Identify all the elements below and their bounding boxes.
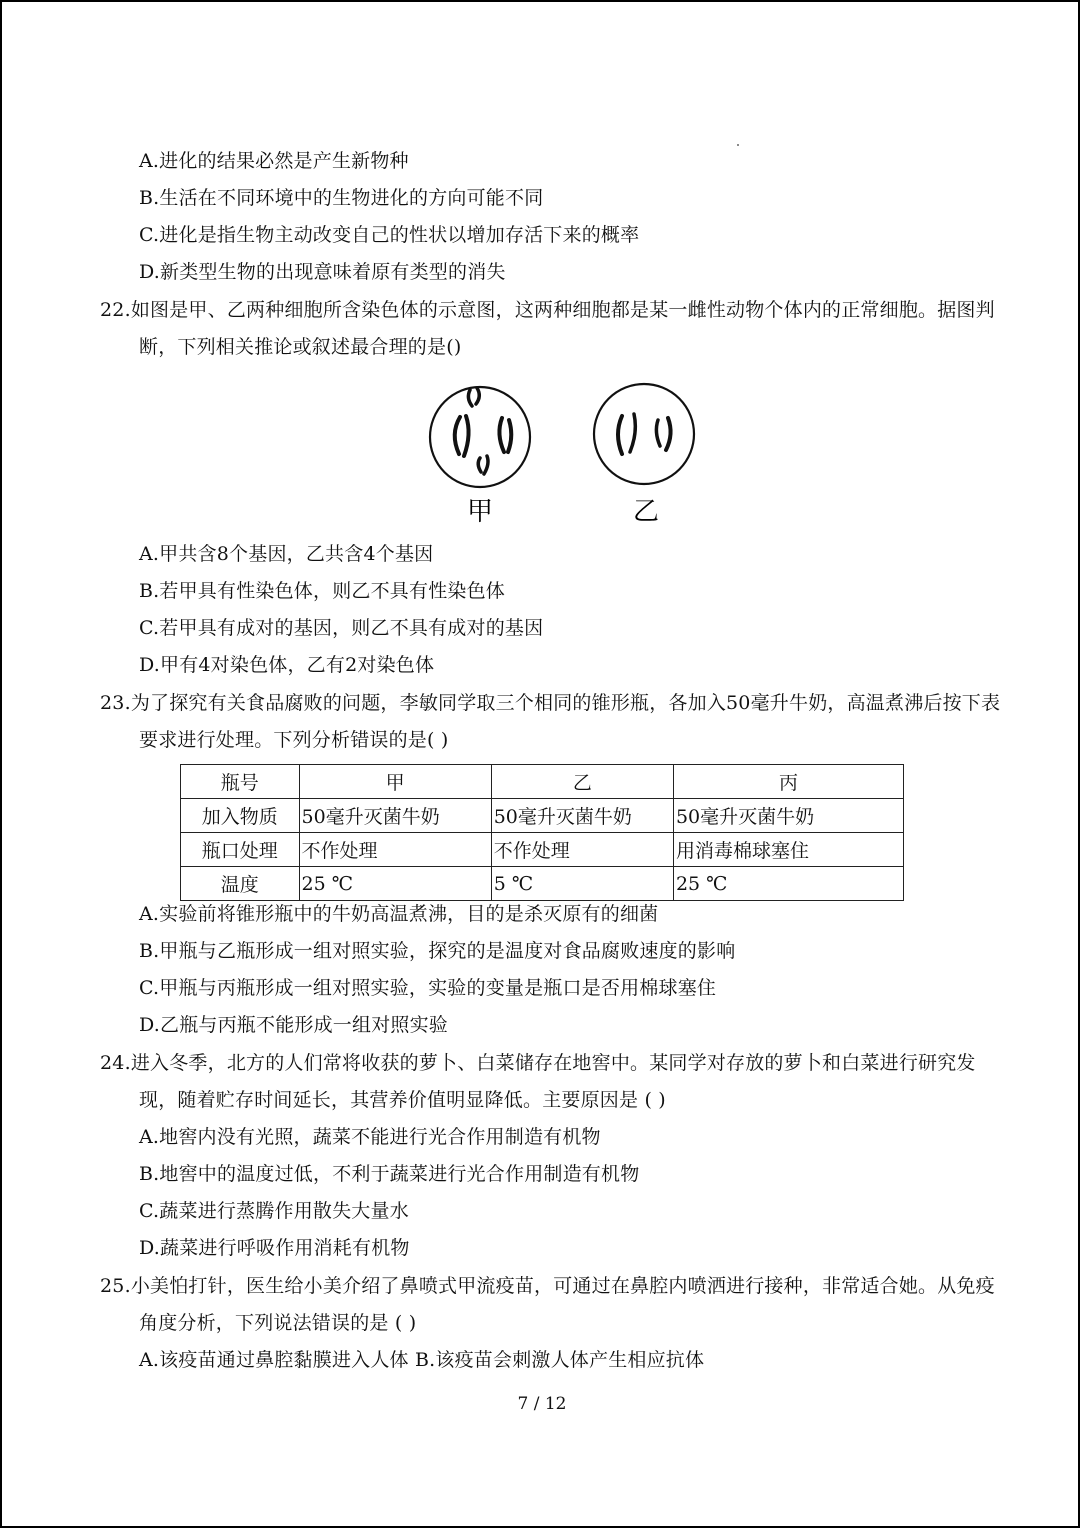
table-cell: 用消毒棉球塞住 [673, 833, 903, 867]
page-number: 7 / 12 [517, 1394, 567, 1414]
q25-stem-line1: 25.小美怕打针，医生给小美介绍了鼻喷式甲流疫苗，可通过在鼻腔内喷洒进行接种，非常适合她。从免疫 [100, 1275, 995, 1297]
q23-option-a: A.实验前将锥形瓶中的牛奶高温煮沸，目的是杀灭原有的细菌 [139, 903, 659, 925]
table-cell: 5 ℃ [491, 867, 673, 901]
table-cell: 不作处理 [299, 833, 491, 867]
q21-option-c: C.进化是指生物主动改变自己的性状以增加存活下来的概率 [139, 224, 640, 246]
q24-stem-line1: 24.进入冬季，北方的人们常将收获的萝卜、白菜储存在地窖中。某同学对存放的萝卜和白菜进行研究发 [100, 1052, 976, 1074]
q23-option-c: C.甲瓶与丙瓶形成一组对照实验，实验的变量是瓶口是否用棉球塞住 [139, 977, 717, 999]
label-jia: 甲 [466, 497, 494, 527]
q24-option-d: D.蔬菜进行呼吸作用消耗有机物 [139, 1237, 410, 1259]
q21-option-b: B.生活在不同环境中的生物进化的方向可能不同 [139, 187, 544, 209]
q22-option-a: A.甲共含8个基因，乙共含4个基因 [139, 543, 434, 565]
table-cell: 50毫升灭菌牛奶 [673, 799, 903, 833]
q22-option-d: D.甲有4对染色体，乙有2对染色体 [139, 654, 435, 676]
cell-yi [594, 384, 694, 484]
q22-option-b: B.若甲具有性染色体，则乙不具有性染色体 [139, 580, 506, 602]
table-cell: 不作处理 [491, 833, 673, 867]
table-header-row [181, 765, 904, 799]
q21-option-d: D.新类型生物的出现意味着原有类型的消失 [139, 261, 506, 283]
q24-option-a: A.地窖内没有光照，蔬菜不能进行光合作用制造有机物 [139, 1126, 601, 1148]
table-cell: 50毫升灭菌牛奶 [299, 799, 491, 833]
table-cell: 25 ℃ [673, 867, 903, 901]
table-cell: 加入物质 [181, 799, 300, 833]
q24-option-b: B.地窖中的温度过低，不利于蔬菜进行光合作用制造有机物 [139, 1163, 640, 1185]
table-row [181, 867, 904, 901]
table-cell: 温度 [181, 867, 300, 901]
chromosome-figure [422, 382, 712, 532]
q21-option-a: A.进化的结果必然是产生新物种 [139, 150, 409, 172]
label-yi: 乙 [632, 497, 660, 527]
q22-stem-line2: 断，下列相关推论或叙述最合理的是() [139, 336, 462, 358]
speck [737, 144, 739, 146]
header-cell: 甲 [299, 765, 491, 799]
q22-stem-line1: 22.如图是甲、乙两种细胞所含染色体的示意图，这两种细胞都是某一雌性动物个体内的正常细胞。据图判 [100, 299, 995, 321]
header-cell: 乙 [491, 765, 673, 799]
q23-option-b: B.甲瓶与乙瓶形成一组对照实验，探究的是温度对食品腐败速度的影响 [139, 940, 736, 962]
q23-stem-line2: 要求进行处理。下列分析错误的是( ) [139, 729, 449, 751]
experiment-table [180, 764, 904, 901]
table-cell: 25 ℃ [299, 867, 491, 901]
q24-stem-line2: 现，随着贮存时间延长，其营养价值明显降低。主要原因是 ( ) [139, 1089, 666, 1111]
q23-stem-line1: 23.为了探究有关食品腐败的问题，李敏同学取三个相同的锥形瓶，各加入50毫升牛奶，高温煮沸后按下表 [100, 692, 1001, 714]
q25-options-ab: A.该疫苗通过鼻腔黏膜进入人体 B.该疫苗会刺激人体产生相应抗体 [139, 1349, 705, 1371]
q22-option-c: C.若甲具有成对的基因，则乙不具有成对的基因 [139, 617, 544, 639]
table-row [181, 799, 904, 833]
table-row [181, 833, 904, 867]
q25-stem-line2: 角度分析，下列说法错误的是 ( ) [139, 1312, 417, 1334]
table-cell: 瓶口处理 [181, 833, 300, 867]
table-cell: 50毫升灭菌牛奶 [491, 799, 673, 833]
header-cell: 瓶号 [181, 765, 300, 799]
q23-option-d: D.乙瓶与丙瓶不能形成一组对照实验 [139, 1014, 448, 1036]
q24-option-c: C.蔬菜进行蒸腾作用散失大量水 [139, 1200, 409, 1222]
header-cell: 丙 [673, 765, 903, 799]
cell-jia [430, 387, 530, 487]
